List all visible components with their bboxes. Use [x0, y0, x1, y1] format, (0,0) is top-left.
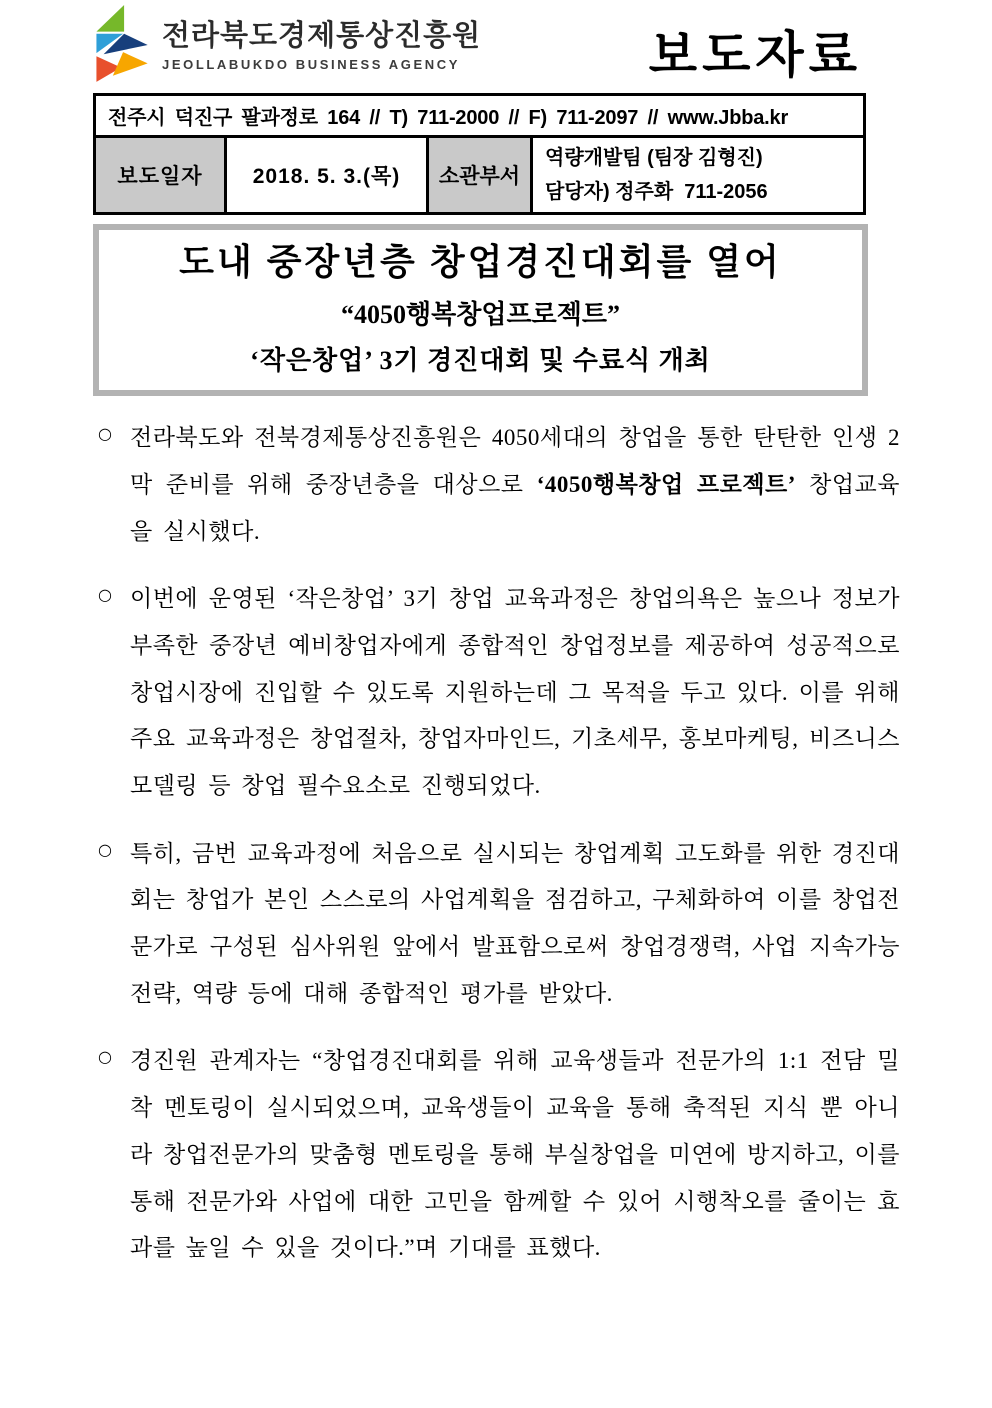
press-release-title: 보도자료 [648, 27, 862, 83]
press-release-page [0, 5, 992, 1408]
department-team: 역량개발팀 (팀장 김형진) [545, 147, 763, 169]
department-label: 소관부서 [429, 138, 533, 212]
subtitle-project: “4050행복창업프로젝트” [341, 300, 620, 330]
headline: 도내 중장년층 창업경진대회를 열어 [179, 242, 782, 282]
contact-info-table [93, 93, 866, 215]
body-paragraph [98, 831, 900, 1018]
agency-logo-icon [85, 5, 155, 87]
paragraph-text: 전라북도와 전북경제통상진흥원은 4050세대의 창업을 통한 탄탄한 인생 2막 준비를 위해 중장년층을 대상으로 ‘4050행복창업 프로젝트’ 창업교육을 실시했다. [130, 425, 900, 544]
info-row [96, 138, 863, 212]
header [85, 5, 862, 93]
bullet-marker: ○ [98, 839, 112, 859]
subtitle-event: ‘작은창업’ 3기 경진대회 및 수료식 개최 [250, 346, 711, 376]
report-date-value: 2018. 5. 3.(목) [227, 138, 429, 212]
body-paragraph [98, 1038, 900, 1271]
report-date-label: 보도일자 [96, 138, 227, 212]
agency-name-english: JEOLLABUKDO BUSINESS AGENCY [162, 56, 460, 72]
agency-name-korean: 전라북도경제통상진흥원 [162, 20, 482, 53]
bullet-marker: ○ [98, 585, 112, 605]
body-paragraph [98, 415, 900, 555]
agency-logo [85, 5, 481, 87]
bullet-marker: ○ [98, 1047, 112, 1067]
agency-names [162, 20, 481, 71]
body-content [98, 415, 900, 1272]
department-contact: 담당자) 정주화 711-2056 [545, 181, 768, 203]
paragraph-text: 경진원 관계자는 “창업경진대회를 위해 교육생들과 전문가의 1:1 전담 밀착 멘토링이 실시되었으며, 교육생들이 교육을 통해 축적된 지식 뿐 아니라 창업전문가의 맞춤형 멘토링을 통해 부실창업을 미연에 방지하고, 이를 통해 전문가와 사업에 대한 고민을 함께할 수 있어 시행착오를 줄이는 효과를 높일 수 있을 것이다.”며 기대를 표했다. [130, 1048, 900, 1261]
paragraph-text: 이번에 운영된 ‘작은창업’ 3기 창업 교육과정은 창업의욕은 높으나 정보가 부족한 중장년 예비창업자에게 종합적인 창업정보를 제공하여 성공적으로 창업시장에 진입할 수 있도록 지원하는데 그 목적을 두고 있다. 이를 위해 주요 교육과정은 창업절차, 창업자마인드, 기초세무, 홍보마케팅, 비즈니스 모델링 등 창업 필수요소로 진행되었다. [130, 586, 900, 798]
department-cell [533, 138, 863, 212]
address-bar: 전주시 덕진구 팔과정로 164 // T) 711-2000 // F) 711-2097 // www.Jbba.kr [96, 96, 863, 138]
headline-box [93, 224, 868, 396]
paragraph-text: 특히, 금번 교육과정에 처음으로 실시되는 창업계획 고도화를 위한 경진대회는 창업가 본인 스스로의 사업계획을 점검하고, 구체화하여 이를 창업전문가로 구성된 심사위원 앞에서 발표함으로써 창업경쟁력, 사업 지속가능 전략, 역량 등에 대해 종합적인 평가를 받았다. [130, 840, 900, 1006]
bullet-marker: ○ [98, 424, 112, 444]
body-paragraph [98, 576, 900, 809]
